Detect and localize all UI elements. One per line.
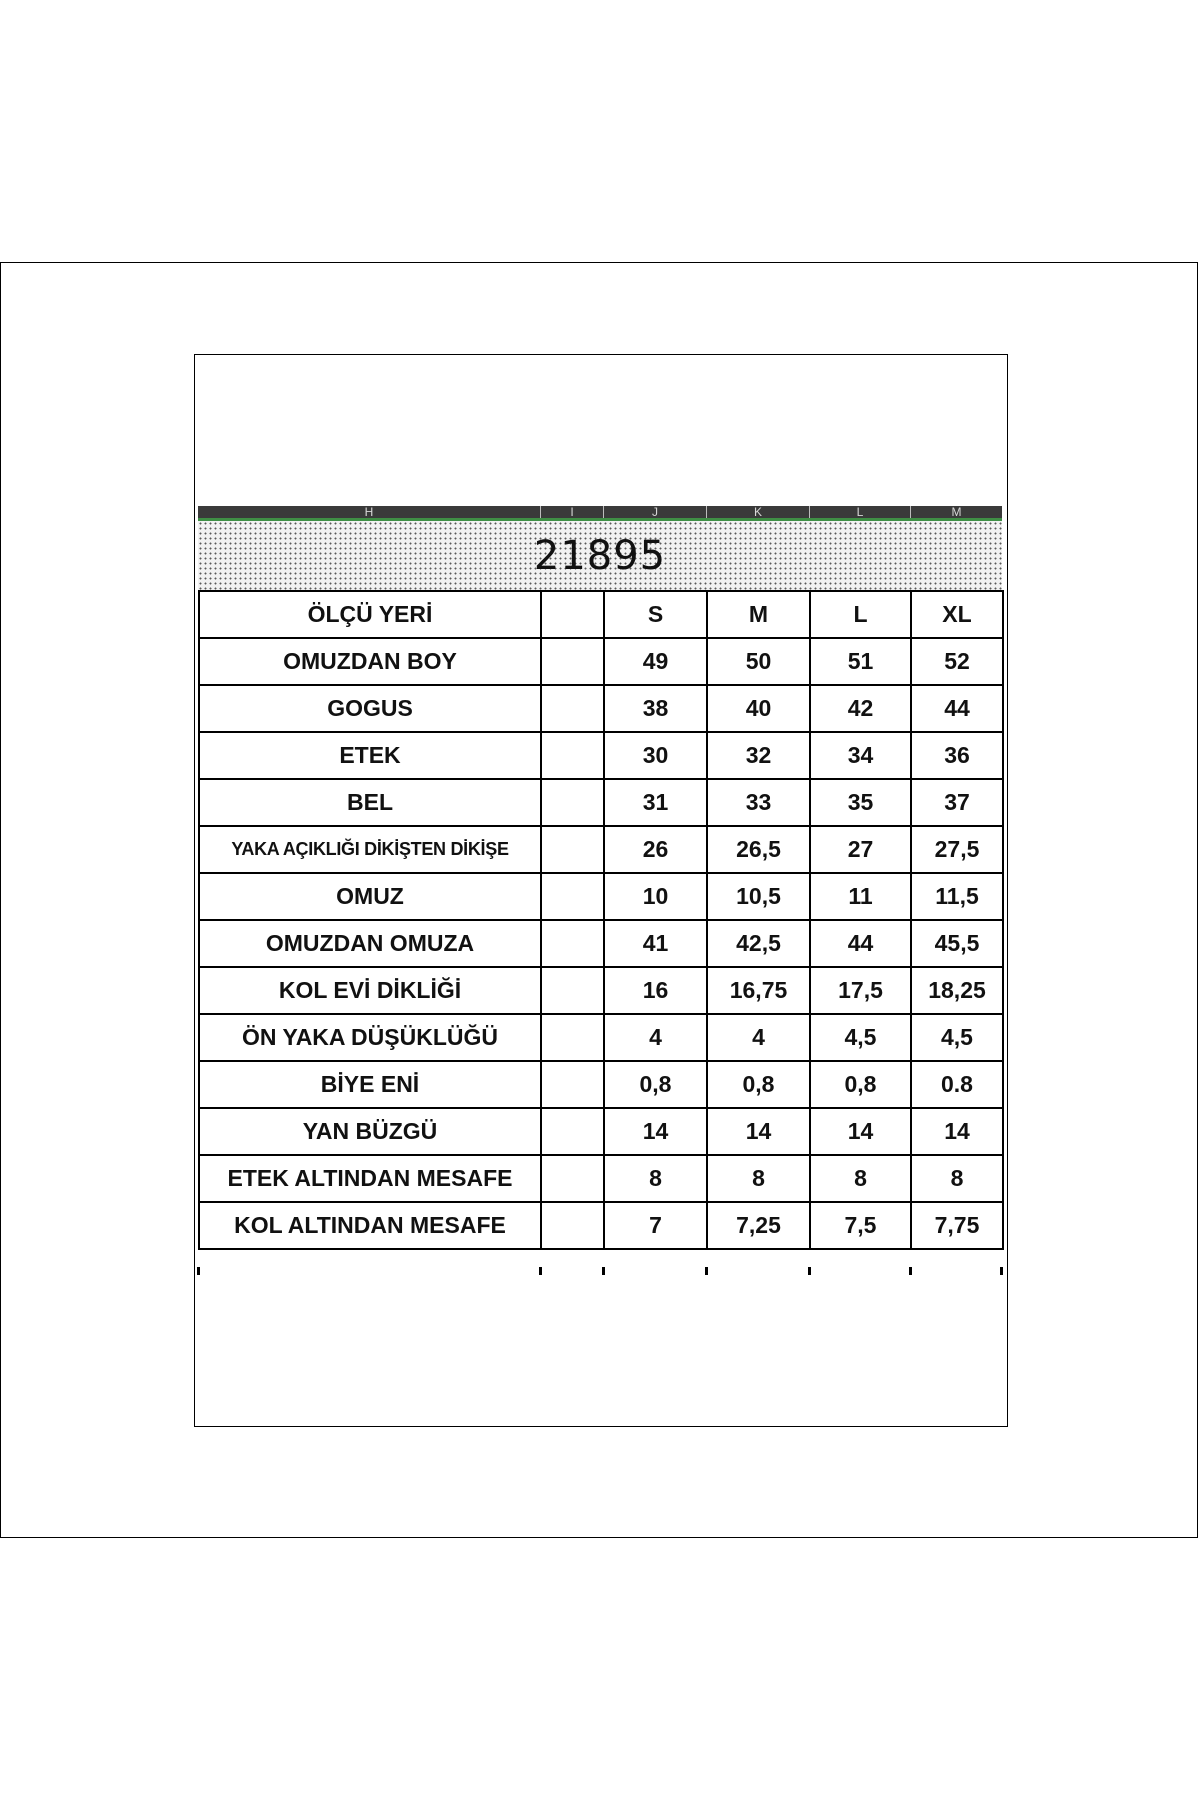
measurement-label-cell[interactable]: OMUZ <box>199 873 541 920</box>
value-cell-l[interactable]: 27 <box>810 826 911 873</box>
blank-cell[interactable] <box>541 591 604 638</box>
gridline-stub <box>705 1267 708 1275</box>
size-header-xl[interactable]: XL <box>911 591 1003 638</box>
blank-cell[interactable] <box>541 779 604 826</box>
gridline-stub <box>197 1267 200 1275</box>
measurement-label-cell[interactable]: BEL <box>199 779 541 826</box>
value-cell-m[interactable]: 42,5 <box>707 920 810 967</box>
table-row <box>199 779 1003 826</box>
table-row <box>199 638 1003 685</box>
table-row <box>199 967 1003 1014</box>
measurement-label-cell[interactable]: OMUZDAN BOY <box>199 638 541 685</box>
gridline-stub <box>602 1267 605 1275</box>
blank-cell[interactable] <box>541 826 604 873</box>
value-cell-l[interactable]: 14 <box>810 1108 911 1155</box>
value-cell-s[interactable]: 14 <box>604 1108 707 1155</box>
value-cell-m[interactable]: 0,8 <box>707 1061 810 1108</box>
blank-cell[interactable] <box>541 1202 604 1249</box>
value-cell-m[interactable]: 7,25 <box>707 1202 810 1249</box>
size-header-s[interactable]: S <box>604 591 707 638</box>
table-row <box>199 920 1003 967</box>
value-cell-m[interactable]: 33 <box>707 779 810 826</box>
measurement-label-cell[interactable]: ÖN YAKA DÜŞÜKLÜĞÜ <box>199 1014 541 1061</box>
measurement-label-cell[interactable]: BİYE ENİ <box>199 1061 541 1108</box>
measurement-label-cell[interactable]: ETEK ALTINDAN MESAFE <box>199 1155 541 1202</box>
table-header-row <box>199 591 1003 638</box>
measurement-label-cell[interactable]: YAKA AÇIKLIĞI DİKİŞTEN DİKİŞE <box>199 826 541 873</box>
value-cell-m[interactable]: 26,5 <box>707 826 810 873</box>
measurement-label-cell[interactable]: KOL ALTINDAN MESAFE <box>199 1202 541 1249</box>
blank-cell[interactable] <box>541 1061 604 1108</box>
value-cell-l[interactable]: 34 <box>810 732 911 779</box>
blank-cell[interactable] <box>541 967 604 1014</box>
value-cell-xl[interactable]: 4,5 <box>911 1014 1003 1061</box>
column-header-strip <box>198 506 1002 521</box>
value-cell-s[interactable]: 26 <box>604 826 707 873</box>
value-cell-xl[interactable]: 52 <box>911 638 1003 685</box>
measurement-label-cell[interactable]: OMUZDAN OMUZA <box>199 920 541 967</box>
value-cell-s[interactable]: 31 <box>604 779 707 826</box>
value-cell-xl[interactable]: 14 <box>911 1108 1003 1155</box>
blank-cell[interactable] <box>541 920 604 967</box>
value-cell-l[interactable]: 42 <box>810 685 911 732</box>
value-cell-s[interactable]: 38 <box>604 685 707 732</box>
value-cell-xl[interactable]: 8 <box>911 1155 1003 1202</box>
blank-cell[interactable] <box>541 1108 604 1155</box>
table-row <box>199 1061 1003 1108</box>
value-cell-m[interactable]: 32 <box>707 732 810 779</box>
table-row <box>199 685 1003 732</box>
blank-cell[interactable] <box>541 1014 604 1061</box>
value-cell-m[interactable]: 10,5 <box>707 873 810 920</box>
value-cell-s[interactable]: 41 <box>604 920 707 967</box>
value-cell-m[interactable]: 50 <box>707 638 810 685</box>
column-letter-m[interactable]: M <box>951 506 962 518</box>
size-header-m[interactable]: M <box>707 591 810 638</box>
table-row <box>199 826 1003 873</box>
value-cell-l[interactable]: 17,5 <box>810 967 911 1014</box>
blank-cell[interactable] <box>541 1155 604 1202</box>
value-cell-xl[interactable]: 18,25 <box>911 967 1003 1014</box>
blank-cell[interactable] <box>541 638 604 685</box>
table-row <box>199 1014 1003 1061</box>
title-band <box>198 521 1002 591</box>
value-cell-xl[interactable]: 37 <box>911 779 1003 826</box>
value-cell-xl[interactable]: 27,5 <box>911 826 1003 873</box>
value-cell-l[interactable]: 11 <box>810 873 911 920</box>
value-cell-xl[interactable]: 45,5 <box>911 920 1003 967</box>
value-cell-m[interactable]: 40 <box>707 685 810 732</box>
table-row <box>199 1202 1003 1249</box>
measurement-label-cell[interactable]: ETEK <box>199 732 541 779</box>
value-cell-l[interactable]: 4,5 <box>810 1014 911 1061</box>
measurement-label-cell[interactable]: GOGUS <box>199 685 541 732</box>
value-cell-s[interactable]: 30 <box>604 732 707 779</box>
value-cell-l[interactable]: 44 <box>810 920 911 967</box>
header-label-cell[interactable]: ÖLÇÜ YERİ <box>199 591 541 638</box>
value-cell-s[interactable]: 10 <box>604 873 707 920</box>
model-code: 21895 <box>533 533 667 579</box>
column-letter-k[interactable]: K <box>753 506 762 518</box>
column-letter-j[interactable]: J <box>652 506 658 518</box>
value-cell-xl[interactable]: 0.8 <box>911 1061 1003 1108</box>
measurement-label-cell[interactable]: YAN BÜZGÜ <box>199 1108 541 1155</box>
blank-cell[interactable] <box>541 873 604 920</box>
value-cell-l[interactable]: 7,5 <box>810 1202 911 1249</box>
column-letter-l[interactable]: L <box>856 506 864 518</box>
value-cell-s[interactable]: 49 <box>604 638 707 685</box>
gridline-stub <box>1000 1267 1003 1275</box>
table-row <box>199 1155 1003 1202</box>
value-cell-s[interactable]: 0,8 <box>604 1061 707 1108</box>
value-cell-s[interactable]: 4 <box>604 1014 707 1061</box>
value-cell-l[interactable]: 35 <box>810 779 911 826</box>
column-letter-i[interactable]: I <box>570 506 574 518</box>
value-cell-xl[interactable]: 36 <box>911 732 1003 779</box>
value-cell-s[interactable]: 8 <box>604 1155 707 1202</box>
gridline-stub <box>808 1267 811 1275</box>
value-cell-m[interactable]: 4 <box>707 1014 810 1061</box>
value-cell-s[interactable]: 7 <box>604 1202 707 1249</box>
size-chart-table <box>198 590 1004 1250</box>
value-cell-m[interactable]: 8 <box>707 1155 810 1202</box>
value-cell-l[interactable]: 0,8 <box>810 1061 911 1108</box>
value-cell-m[interactable]: 14 <box>707 1108 810 1155</box>
table-row <box>199 1108 1003 1155</box>
value-cell-s[interactable]: 16 <box>604 967 707 1014</box>
column-letter-h[interactable]: H <box>364 506 374 518</box>
gridline-stub <box>539 1267 542 1275</box>
blank-cell[interactable] <box>541 685 604 732</box>
blank-cell[interactable] <box>541 732 604 779</box>
value-cell-xl[interactable]: 44 <box>911 685 1003 732</box>
value-cell-xl[interactable]: 11,5 <box>911 873 1003 920</box>
value-cell-l[interactable]: 8 <box>810 1155 911 1202</box>
value-cell-l[interactable]: 51 <box>810 638 911 685</box>
table-row <box>199 873 1003 920</box>
value-cell-xl[interactable]: 7,75 <box>911 1202 1003 1249</box>
gridline-stub <box>909 1267 912 1275</box>
value-cell-m[interactable]: 16,75 <box>707 967 810 1014</box>
measurement-label-cell[interactable]: KOL EVİ DİKLİĞİ <box>199 967 541 1014</box>
table-row <box>199 732 1003 779</box>
size-header-l[interactable]: L <box>810 591 911 638</box>
